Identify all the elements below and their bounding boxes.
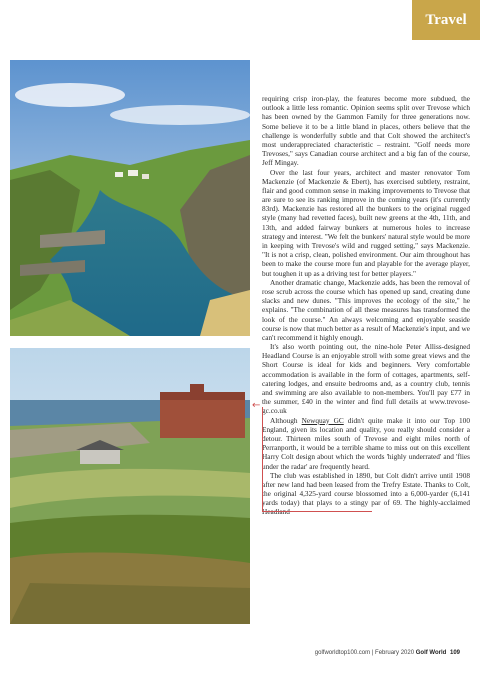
golf-course-photo — [10, 348, 250, 624]
section-tab — [412, 0, 480, 40]
article-paragraph — [262, 416, 470, 471]
annotation-bracket-vertical — [262, 407, 263, 511]
article-paragraph: It's also worth pointing out, the nine-hole Peter Alliss-designed Headland Course is an enjoyable stroll with some great views and the Short Course is ideal for kids and beginners. Very comfortable accommodation is available in the form of cottages, apartments, self-catering lodges, and ensuite bedrooms and, as a country club, tennis and swimming are also available to non-members. You'll pay £77 in the summer, £40 in the winter and find full details at www.trevose-gc.co.uk — [262, 342, 470, 416]
footer-issue: February 2020 — [375, 650, 415, 656]
page-number: 109 — [449, 650, 460, 656]
article-paragraph: The club was established in 1890, but Colt didn't arrive until 1908 after new land had been leased from the Trefry Estate. Thanks to Colt, the original 4,325-yard course blossomed into a 6,000-yarder (6,141 yards today) that plays to a stingy par of 69. The highly-acclaimed Headland — [262, 470, 470, 517]
footer-url: golfworldtop100.com — [314, 650, 371, 656]
annotation-arrow-icon: ← — [252, 400, 261, 411]
article-paragraph: Another dramatic change, Mackenzie adds, has been the removal of rose scrub across the course which has opened up sand, creating dune slacks and new dunes. "This improves the ecology of the site," he explains. "The combination of all these measures has transformed the look of the course." An always welcoming and enjoyable seaside course is now that much better as a result of Mackenzie's input, and we can't recommend it highly enough. — [262, 277, 470, 342]
harbour-photo — [10, 60, 250, 336]
footer-magazine: Golf World — [415, 650, 447, 656]
newquay-gc-link[interactable]: Newquay GC — [301, 415, 344, 425]
p5-start: Although — [270, 415, 302, 425]
p5-rest: didn't quite make it into our Top 100 England, given its location and quality, you really should consider a detour. Thirteen miles south of Trevose and eight miles north of Perranporth, it would be a terrible shame to miss out on this excellent Harry Colt design about which the words 'highly underrated' and 'flies under the radar' are frequently heard. — [262, 415, 470, 471]
article-paragraph: Over the last four years, architect and master renovator Tom Mackenzie (of Mackenzie & Ebert), has exercised subtlety, restraint, flair and good common sense in making improvements to Trevose that are sure to see its ranking improve in the coming years (it's currently 83rd). Mackenzie has restored all the bunkers to the original rugged style (many had revetted faces), built new greens at the 4th, 11th, and 13th, and added fairway bunkers at numerous holes to increase strategy and interest. "We felt the bunkers' natural style would be more in keeping with Trevose's wild and rugged setting," says Mackenzie. "It is not a crisp, clean, polished environment. Our aim throughout has been to make the course more fun and playable for the average player, but toughen it up as a driving test for better players." — [262, 167, 470, 278]
article-body — [262, 94, 470, 517]
section-label: Travel — [425, 11, 467, 28]
article-paragraph: requiring crisp iron-play, the features become more subdued, the outlook a little less romantic. Opinion seems split over Trevose which has been owned by the Gammon Family for three generations now. Some believe it to be a little bland in places, others believe that the challenge is wonderfully subtle and that Colt showed the architect's most underappreciated characteristic – restraint. "Golf needs more Trevoses," says Canadian course architect and a big fan of the course, Jeff Mingay. — [262, 94, 470, 168]
footer-separator: | — [370, 650, 376, 656]
annotation-bracket-horizontal — [262, 511, 372, 512]
page-footer — [315, 650, 460, 656]
